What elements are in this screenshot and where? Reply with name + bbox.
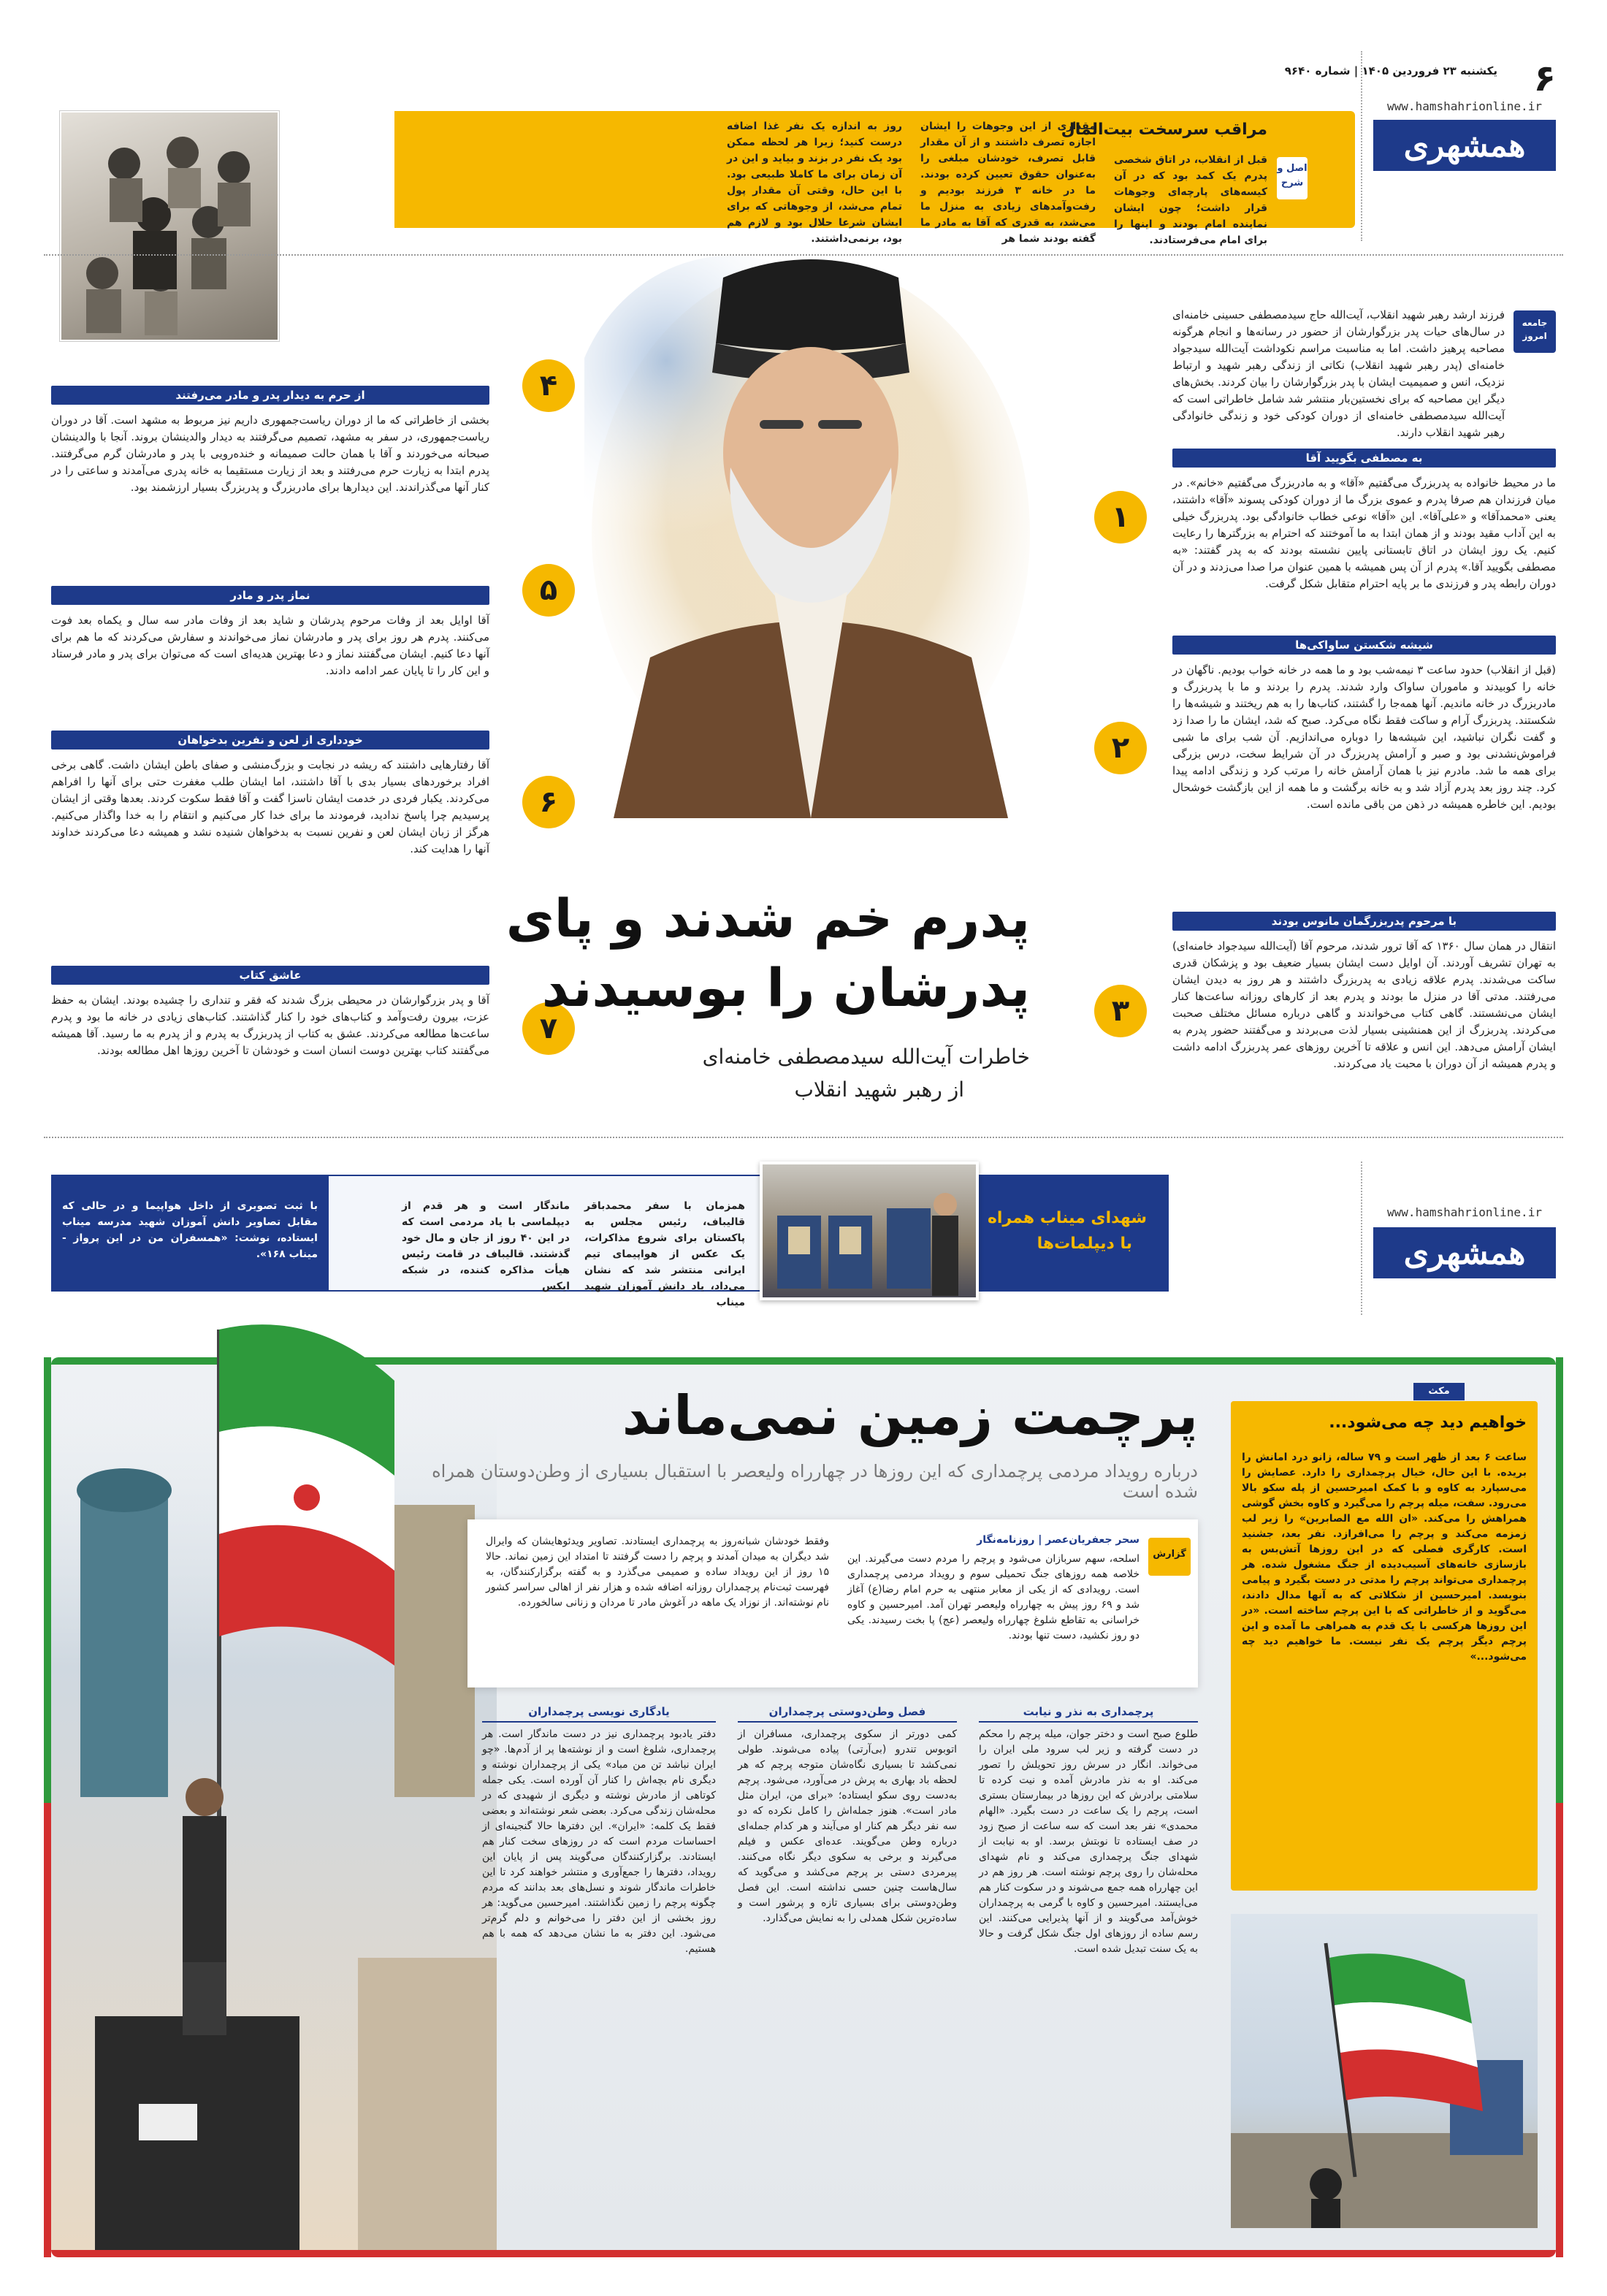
bottom-col-3 (482, 1702, 716, 1957)
section-2-title: شیشه شکستن ساواکی‌ها (1172, 636, 1556, 655)
intro-text: فرزند ارشد رهبر شهید انقلاب، آیت‌الله حاج سیدمصطفی حسینی خامنه‌ای در سال‌های حیات پدر بزرگوارشان از حضور در رسانه‌ها و انجام هرگونه مصاحبه پرهیز داشت. اما به مناسبت مراسم نکوداشت آیت‌الله سیدجواد خامنه‌ای (پدر رهبر شهید انقلاب) نکاتی از زندگی رهبر شهید و ارتباط نزدیک، انس و صمیمیت ایشان با پدر بزرگوارشان را بیان کردند. بخش‌های دیگر این مصاحبه که برای نخستین‌بار منتشر شد شامل خاطراتی است که آیت‌الله سیدمصطفی خامنه‌ای از دوران کودکی خود و زندگی خانوادگی رهبر شهید انقلاب دارند. (1172, 308, 1505, 439)
portrait-svg (584, 248, 1037, 818)
portrait-illustration (584, 248, 1037, 818)
badge-1: ۱ (1094, 491, 1147, 544)
mid-strip-label-1: شهدای میناب همراه (987, 1209, 1147, 1227)
newspaper-logo: همشهری (1373, 120, 1556, 171)
badge-4: ۴ (522, 359, 575, 412)
section-5-text: آقا اوایل بعد از وفات مرحوم پدرشان و شاید بعد از وفات مادر سه سال و یکماه بعد فوت می‌کنند. پدرم هر روز برای پدر و مادرشان نماز می‌خواندند و سفارش می‌کردند که ما هم برای آنها دعا کنیم. ایشان می‌گفتند نماز و دعا بهترین هدیه‌ای است که می‌توان برای پدر و مادر فرستاد و این کار را تا پایان عمر ادامه دادند. (51, 614, 489, 677)
date-issue: یکشنبه ۲۳ فروردین ۱۴۰۵ | شماره ۹۶۴۰ (1284, 64, 1497, 77)
section-4-title: از حرم به دیدار پدر و مادر می‌رفتند (51, 386, 489, 405)
top-box-text-3: روز به اندازه یک نفر غذا اضافه درست کنید؛ زیرا هر لحظه ممکن بود یک نفر در بزند و بیاید و این در آن زمان برای ما کاملا طبیعی بود. با این حال، وقتی آن مقدار پول تمام می‌شد، از وجوهاتی که برای ایشان شرعا حلال بود و لازم هم بود، برنمی‌داشتند. (727, 121, 902, 245)
section-3 (1172, 912, 1556, 1072)
section-1-text: ما در محیط خانواده به پدربزرگ می‌گفتیم «آقا» و به مادربزرگ می‌گفتیم «خانم». در میان فرزندان هم صرفا پدرم و عموی بزرگ ما از دوران کودکی پسوند «آقا» داشتند، یعنی «محمدآقا» و «علی‌آقا». این «آقا» نوعی خطاب خانوادگی بود. پدربزرگ خیلی به این آداب مقید بودند و از همان ابتدا به ما آموختند که احترام به بزرگترها را رعایت کنیم. یک روز ایشان در اتاق تابستانی پایین نشسته بودند که به پدر گفتند: «به مصطفی بگویید آقا.» پدرم از آن پس همیشه با همین عنوان مرا صدا می‌زدند و در آن دوران رابطه پدر و فرزندی ما بر پایه احترام متقابل شکل گرفت. (1172, 476, 1556, 590)
mid-strip-text-3: با ثبت تصویری از داخل هواپیما و در حالی که مقابل تصاویر دانش آموزان شهید مدرسه میناب ایستاده، نوشت: «همسفران من در این پرواز - میناب ۱۶۸». (62, 1200, 318, 1260)
section-7 (51, 966, 489, 1059)
border-green-right (1556, 1357, 1563, 1803)
section-2-text: (قبل از انقلاب) حدود ساعت ۳ نیمه‌شب بود و ما همه در خانه خواب بودیم. ناگهان در خانه را کوبیدند و ماموران ساواک وارد شدند. پدرم را بردند و ما با پدربزرگ و مادربزرگ در خانه ماندیم. آنها همه‌جا را گشتند، کتاب‌ها را به هم ریختند و شیشه‌ها را شکستند. پدربزرگ آرام و ساکت فقط نگاه می‌کرد. صبح که شد، ایشان ما را صدا زد و گفت نگران نباشید، این شیشه‌ها را دوباره می‌اندازیم. آن شب برای ما شبی فراموش‌نشدنی بود و صبر و آرامش پدربزرگ در آن شرایط سخت، درس بزرگی برای همه ما شد. مادرم نیز با همان آرامش خانه را مرتب کرد و زندگی ادامه پیدا کرد. چند روز بعد پدرم آزاد شد و به خانه برگشت و ما همه از این بازگشت خوشحال بودیم. این خاطره همیشه در ذهن من باقی مانده است. (1172, 663, 1556, 811)
site-url[interactable]: www.hamshahrionline.ir (1387, 99, 1542, 113)
mid-strip-label-2: با دیپلمات‌ها (1037, 1235, 1132, 1253)
makth-title: خواهیم دید چه می‌شود... (1329, 1414, 1527, 1432)
small-flag-photo (1231, 1914, 1538, 2228)
mid-strip-text-2: ماندگار است و هر قدم از دیپلماسی با یاد مردمی است که در این ۴۰ روز از جان و مال خود گذشتند. قالیباف در قامت رئیس هیأت مذاکره کننده، در شبکه ایکس (402, 1200, 570, 1292)
airplane-photo (760, 1162, 979, 1300)
bottom-main-sub: درباره رویداد مردمی پرچمداری که این روزها در چهارراه ولیعصر با استقبال بسیاری از وطن‌دوستان همراه شده است (432, 1461, 1198, 1502)
section-7-text: آقا و پدر بزرگوارشان در محیطی بزرگ شدند که فقر و تنداری را چشیده بودند. ایشان به حفظ عزت، بیرون رفت‌وآمد و کتاب‌های خود را کنار گذاشتند. کتاب‌های زیادی در خانه ما بود و پدرم ساعت‌ها مطالعه می‌کردند. عشق به کتاب از پدربزرگ به پدرم و از پدرم به ما رسید. آقا همیشه می‌گفتند کتاب بهترین دوست انسان است و خودشان تا آخرین روزها اهل مطالعه بودند. (51, 993, 489, 1057)
section-7-title: عاشق کتاب (51, 966, 489, 985)
section-6-title: خودداری از لعن و نفرین بدخواهان (51, 731, 489, 750)
report-tag: گزارش (1148, 1538, 1191, 1576)
badge-2: ۲ (1094, 722, 1147, 774)
bottom-col-3-title: یادگاری نویسی پرچمداران (482, 1702, 716, 1723)
headline-line-1: پدرم خم شدند و پای (505, 888, 1030, 949)
mid-strip-text-1: همزمان با سفر محمدباقر قالیباف، رئیس مجلس به پاکستان برای شروع مذاکرات، یک عکس از هواپیمای تیم ایرانی منتشر شد که نشان می‌داد، یاد دانش آموزان شهید میناب (584, 1200, 745, 1308)
bottom-col-2-text: کمی دورتر از سکوی پرچمداری، مسافران از اتوبوس تندرو (بی‌آرتی) پیاده می‌شوند. طولی نمی‌کشد تا بسیاری نگاه‌شان متوجه پرچم که هر لحظه باد بهاری به پرش در می‌آورد، می‌شود. پرچم به‌دست روی سکو ایستاده؛ «برای من، ایران مثل مادر است». هنوز جمله‌اش را کامل نکرده که دو سه نفر دیگر هم کنار او می‌آیند و هر کدام جمله‌ای درباره وطن می‌گویند. عده‌ای عکس و فیلم می‌گیرند و برخی به سکوی دیگر نگاه می‌کنند. پیرمردی دستی بر پرچم می‌کشد و می‌گوید که سال‌هاست چنین حسی نداشته است. این فصل وطن‌دوستی برای بسیاری تازه و پرشور است و ساده‌ترین شکل همدلی را به نمایش می‌گذارد. (738, 1728, 957, 1924)
headline-sub-1: خاطرات آیت‌الله سیدمصطفی خامنه‌ای (702, 1045, 1030, 1069)
report-text-1: اسلحه، سهم سربازان می‌شود و پرچم را مردم دست می‌گیرند. این خلاصه همه روزهای جنگ تحمیلی سوم و رویداد مردمی پرچمداری است. رویدادی که از یکی از معابر منتهی به حرم امام رضا(ع) آغاز شد و ۶۹ روز پیش به چهارراه ولیعصر تهران آمد. امیرحسین و کاوه خراسانی به تقاطع شلوغ چهارراه ولیعصر (عج) پا بخت رسیدند. یکی دو روز نکشید، دست تنها بودند. (847, 1553, 1140, 1641)
badge-6: ۶ (522, 776, 575, 828)
bottom-col-3-text: دفتر یادبود پرچمداری نیز در دست ماندگار است. هر پرچمداری، شلوغ است و از نوشته‌ها پر از آدم‌ها. «چو ایران نباشد تن من مباد» یکی از پرچمداران نوشته و دیگری نام بچه‌اش را کنار آن آورده است. یکی جمله کوتاهی از مادرش نوشته و دیگری از شهیدی که در محله‌شان زندگی می‌کرد. بعضی شعر نوشته‌اند و بعضی فقط یک کلمه: «ایران». این دفترها حالا گنجینه‌ای از احساسات مردم است که در روزهای سخت کنار هم ایستادند. برگزارکنندگان می‌گویند پس از پایان این رویداد، دفترها را جمع‌آوری و منتشر خواهند کرد تا این خاطرات ماندگار شوند و نسل‌های بعد بدانند که مردم چگونه پرچم را زمین نگذاشتند. امیرحسین می‌گوید: هر روز بخشی از این دفتر را می‌خوانم و دلم گرم‌تر می‌شود. این دفتر به ما نشان می‌دهد که همه با هم هستیم. (482, 1728, 716, 1955)
border-red-right (1556, 1803, 1563, 2257)
family-photo-figures (58, 112, 278, 343)
section-3-title: با مرحوم پدربزرگمان مانوس بودند (1172, 912, 1556, 931)
top-box-title: مراقب سرسخت بیت‌المال (1061, 121, 1267, 139)
badge-5: ۵ (522, 564, 575, 617)
bottom-col-1-text: طلوع صبح است و دختر جوان، میله پرچم را محکم در دست گرفته و زیر لب سرود ملی ایران را می‌خواند. انگار در سرش روز تحویلش را تصور می‌کند. او به نذر مادرش آمده و نیت کرده تا سلامتی برادرش که این روزها در بیمارستان بستری است، پرچم را یک ساعت در دست بگیرد. «الهام محمدی» نفر بعد است که سه ساعت از صبح زود در صف ایستاده تا نوبتش برسد. او به نیابت از شهدای جنگ پرچمداری می‌کند و نام شهدای محله‌شان را روی پرچم نوشته است. هر روز هم در این چهارراه همه جمع می‌شوند و در سکوت کنار هم می‌ایستند. امیرحسین و کاوه با گرمی به پرچمداران خوش‌آمد می‌گویند و از آنها پذیرایی می‌کنند. این رسم ساده از روزهای اول جنگ شکل گرفت و حالا به یک سنت تبدیل شده است. (979, 1728, 1198, 1955)
border-red-left (44, 1803, 51, 2257)
tag-asl-sharh: اصل و شرح (1277, 157, 1308, 199)
tag-jame-emrooz: جامعه امروز (1514, 310, 1556, 353)
small-flag-svg (1231, 1914, 1538, 2228)
mid-strip-label-bg (979, 1175, 1169, 1292)
bottom-col-1-title: پرچمداری به نذر و نیابت (979, 1702, 1198, 1723)
section-1-title: به مصطفی بگویید آقا (1172, 449, 1556, 468)
flag-bearer-svg (51, 1286, 497, 2250)
bottom-col-2-title: فصل وطن‌دوستی پرچمداران (738, 1702, 957, 1723)
newspaper-logo-2: همشهری (1373, 1227, 1556, 1278)
section-1 (1172, 449, 1556, 592)
section-3-text: انتقال در همان سال ۱۳۶۰ که آقا ترور شدند، مرحوم آقا (آیت‌الله سیدجواد خامنه‌ای) به تهران تشریف آوردند. آن اوایل دست ایشان بسیار ضعیف بود و پزشکان قدری ساکت می‌شدند. پدرم علاقه زیادی به پدربزرگ داشتند و هر روز به دیدن ایشان می‌رفتند. مدتی آقا در منزل ما بودند و پدرم بعد از کارهای روزانه ساعت‌ها کنار ایشان می‌نشستند. گاهی کتاب می‌خواندند و گاهی درباره مسائل مختلف صحبت می‌کردند. پدربزرگ از این همنشینی بسیار لذت می‌بردند و می‌گفتند حضور پدرم به ایشان آرامش می‌دهد. این انس و علاقه تا آخرین روزهای عمر پدربزرگ ادامه داشت و پدرم همیشه از آن دوران با محبت یاد می‌کردند. (1172, 939, 1556, 1070)
section-4 (51, 386, 489, 496)
report-text-2: وفقط خودشان شبانه‌روز به پرچمداری ایستادند. تصاویر ویدئوهایشان که وایرال شد دیگران به میدان آمدند و پرچم را دست گرفتند تا امتداد این زمین نماند. حالا ۱۵ روز از این رویداد ساده و صمیمی می‌گذرد و به گفته برگزارکنندگان، به فهرست ثبت‌نام پرچمداران روزانه اضافه شده و هزار نفر از اهالی سراسر کشور نام نوشته‌اند. از نوزاد یک ماهه در آغوش مادر تا مردان و زنانی سالخورده. (486, 1536, 829, 1609)
airplane-photo-scene (763, 1164, 976, 1297)
border-red-bottom (51, 2250, 1556, 2257)
family-photo (60, 111, 279, 341)
bottom-main-title: پرچمت زمین نمی‌ماند (622, 1384, 1198, 1447)
section-6-text: آقا رفتارهایی داشتند که ریشه در نجابت و بزرگ‌منشی و صفای باطن ایشان داشت. گاهی برخی افراد برخوردهای بسیار بدی با آقا داشتند، اما ایشان طلب مغفرت حتی برای آنها را افراهم می‌کردند. یکبار فردی در خدمت ایشان ناسزا گفت و آقا فقط سکوت کردند. بعدها وقتی از ایشان پرسیدیم چرا پاسخ ندادید، فرمودند ما برای خدا کار می‌کنیم و انتقام را به خدا واگذار می‌کنیم. هرگز از زبان ایشان لعن و نفرین نسبت به بدخواهان شنیده نشد و همیشه دعا می‌کردند خداوند آنها را هدایت کند. (51, 758, 489, 855)
flag-bearer-photo (51, 1286, 497, 2250)
top-box-text-2: مقداری از این وجوهات را ایشان اجازه تصرف داشتند و از آن مقدار قابل تصرف، خودشان مبلغی را به‌عنوان حقوق تعیین کرده بودند. ما در خانه ۳ فرزند بودیم و رفت‌وآمدهای زیادی به منزل ما می‌شد، به قدری که آقا به مادر ما گفته بودند شما هر (920, 121, 1096, 245)
top-box-text-1: قبل از انقلاب، در اتاق شخصی پدرم یک کمد بود که در آن کیسه‌های پارچه‌ای وجوهات قرار داشت؛ چون ایشان نماینده امام بودند و اینها را برای امام می‌فرستادند. (1114, 154, 1267, 246)
makth-text: ساعت ۶ بعد از ظهر است و ۷۹ ساله، زانو درد امانش را بریده. با این حال، خیال پرچمداری را دارد. عصایش را می‌سپارد به کاوه و با کمک امیرحسین از پله سکو بالا می‌رود. سفت، میله پرچم را می‌گیرد و کاوه بخش گوشی همراهش را می‌کند. «ان الله مع الصابرین» را زیر لب زمزمه می‌کند و پرچم را می‌افرازد. نفر بعد، جشنید است. کارگری فصلی که در این روزها آتش‌بس به بازسازی خانه‌های آسیب‌دیده از جنگ مشغول شده. هر پرچمداری می‌تواند پرچم را مدتی در دست بگیرد و پیامی بنویسد. امیرحسین از شکلاتی که به آنها مدال دادند، می‌گوید و از خاطراتی که با این پرچم ساخته است. «در این روزها هرکسی با یک قدم به همراهی ما آمده و این پرچم دیگر پرچم یک نفر نیست. ما خواهیم دید چه می‌شود...» (1242, 1452, 1527, 1663)
badge-7: ۷ (522, 1002, 575, 1055)
bottom-col-2 (738, 1702, 957, 1926)
makth-tag: مکث (1413, 1383, 1465, 1400)
headline-sub-2: از رهبر شهید انقلاب (794, 1078, 964, 1102)
section-4-text: بخشی از خاطراتی که ما از دوران ریاست‌جمهوری داریم نیز مربوط به مشهد است. آقا در دوران ریاست‌جمهوری، در سفر به مشهد، تصمیم می‌گرفتند به دیدار والدینشان بروند. آنجا با والدینشان صبحانه می‌خوردند و آقا با همان حالت صمیمانه و خنده‌رویی با پدر و مادرشان گرم می‌گرفتند. پدرم ابتدا به زیارت حرم می‌رفتند و بعد از زیارت مستقیما به خانه پدری می‌آمدند و ساعتی را در کنار آنها می‌گذراندند. این دیدارها برای مادربزرگ و پدربزرگ بسیار ارزشمند بود. (51, 413, 489, 494)
site-url-2[interactable]: www.hamshahrionline.ir (1387, 1205, 1542, 1219)
section-5 (51, 586, 489, 679)
report-byline: سحر جعفریان‌عصر | روزنامه‌نگار (977, 1534, 1140, 1546)
page-number: ۶ (1533, 57, 1556, 99)
section-6 (51, 731, 489, 858)
border-green-left (44, 1357, 51, 1803)
headline-line-2: پدرشان را بوسیدند (541, 957, 1030, 1018)
bottom-col-1 (979, 1702, 1198, 1957)
badge-3: ۳ (1094, 985, 1147, 1037)
section-2 (1172, 636, 1556, 813)
section-5-title: نماز پدر و مادر (51, 586, 489, 605)
